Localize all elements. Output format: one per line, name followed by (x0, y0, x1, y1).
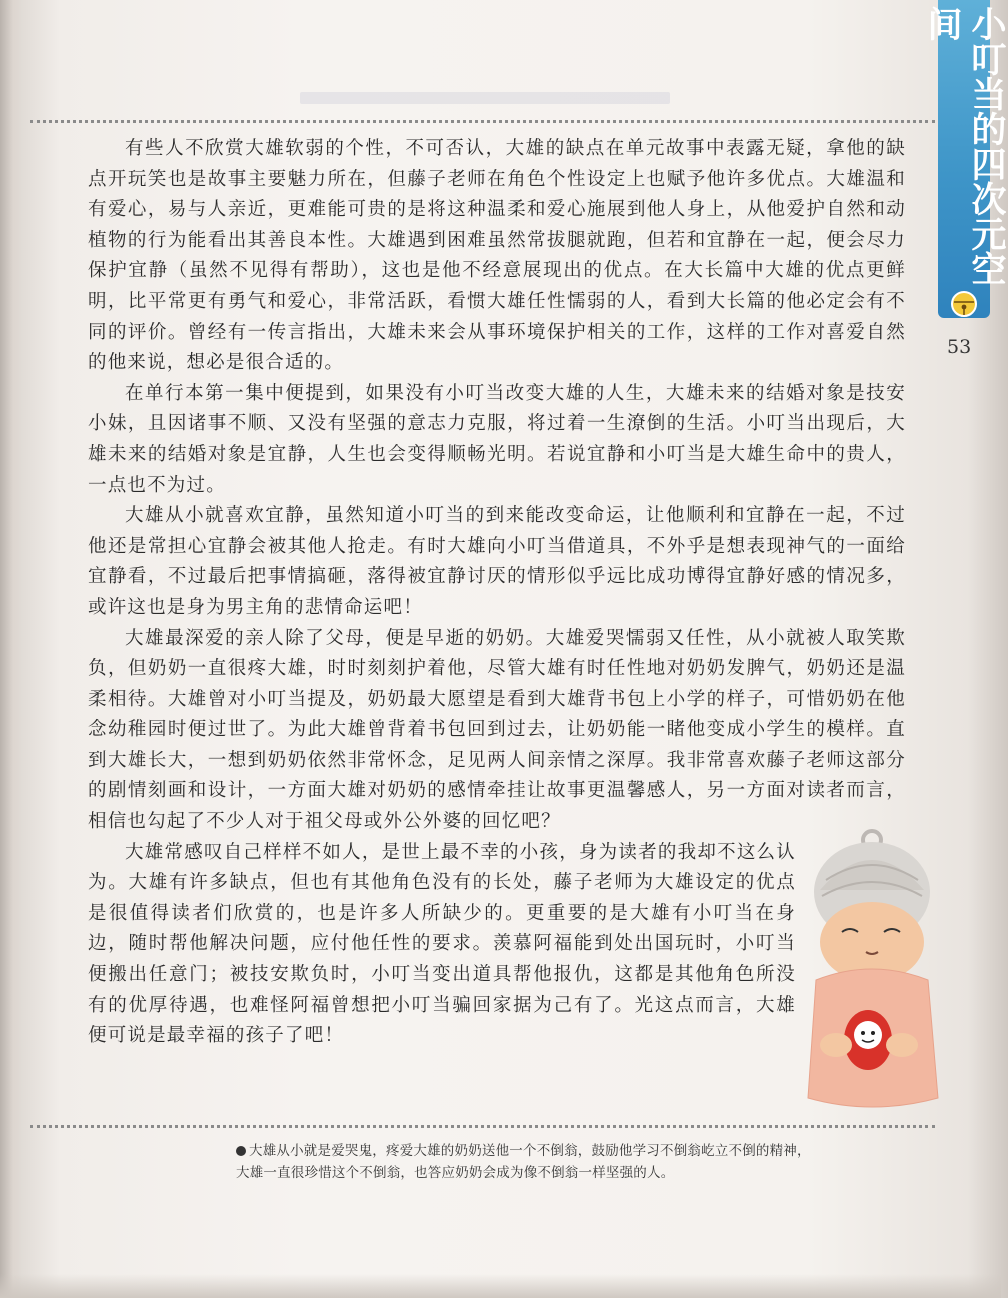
top-dotted-divider (30, 120, 935, 123)
page-number: 53 (947, 336, 972, 358)
bullet-icon (236, 1146, 246, 1156)
side-tab-title: 小叮当的四次元空间 (922, 6, 1006, 286)
faint-header-bar (300, 92, 670, 104)
caption-line-2: 大雄一直很珍惜这个不倒翁，也答应奶奶会成为像不倒翁一样坚强的人。 (236, 1165, 675, 1181)
figure-caption (236, 1140, 948, 1184)
chapter-side-tab (922, 0, 1006, 318)
paragraph-1: 有些人不欣赏大雄软弱的个性，不可否认，大雄的缺点在单元故事中表露无疑，拿他的缺点开玩笑也是故事主要魅力所在，但藤子老师在角色个性设定上也赋予他许多优点。大雄温和有爱心，易与人亲近，更难能可贵的是将这种温柔和爱心施展到他人身上，从他爱护自然和动植物的行为能看出其善良本性。大雄遇到困难虽然常拔腿就跑，但若和宜静在一起，便会尽力保护宜静（虽然不见得有帮助），这也是他不经意展现出的优点。在大长篇中大雄的优点更鲜明，比平常更有勇气和爱心，非常活跃，看惯大雄任性懦弱的人，看到大长篇的他必定会有不同的评价。曾经有一传言指出，大雄未来会从事环境保护相关的工作，这样的工作对喜爱自然的他来说，想必是很合适的。 (88, 138, 906, 374)
page-binding-edge (0, 0, 22, 1298)
bell-icon (950, 290, 978, 318)
article-body (88, 134, 906, 1052)
paragraph-2: 在单行本第一集中便提到，如果没有小叮当改变大雄的人生，大雄未来的结婚对象是技安小妹，且因诸事不顺、又没有坚强的意志力克服，将过着一生潦倒的生活。小叮当出现后，大雄未来的结婚对象是宜静，人生也会变得顺畅光明。若说宜静和小叮当是大雄生命中的贵人，一点也不为过。 (88, 382, 906, 496)
paragraph-4: 大雄最深爱的亲人除了父母，便是早逝的奶奶。大雄爱哭懦弱又任性，从小就被人取笑欺负，但奶奶一直很疼大雄，时时刻刻护着他，尽管大雄有时任性地对奶奶发脾气，奶奶还是温柔相待。大雄曾对小叮当提及，奶奶最大愿望是看到大雄背书包上小学的样子，可惜奶奶在他念幼稚园时便过世了。为此大雄曾背着书包回到过去，让奶奶能一睹他变成小学生的模样。直到大雄长大，一想到奶奶依然非常怀念，足见两人间亲情之深厚。我非常喜欢藤子老师这部分的剧情刻画和设计，一方面大雄对奶奶的感情牵挂让故事更温馨感人，另一方面对读者而言，相信也勾起了不少人对于祖父母或外公外婆的回忆吧？ (88, 627, 906, 833)
paragraph-3: 大雄从小就喜欢宜静，虽然知道小叮当的到来能改变命运，让他顺利和宜静在一起，不过他还是常担心宜静会被其他人抢走。有时大雄向小叮当借道具，不外乎是想表现神气的一面给宜静看，不过最后把事情搞砸，落得被宜静讨厌的情形似乎远比成功博得宜静好感的情况多，或许这也是身为男主角的悲情命运吧！ (88, 505, 906, 618)
grandma-figurine-image (806, 830, 954, 1115)
caption-line-1-text: 大雄从小就是爱哭鬼，疼爱大雄的奶奶送他一个不倒翁，鼓励他学习不倒翁屹立不倒的精神， (249, 1143, 811, 1159)
bottom-dotted-divider (30, 1125, 935, 1128)
paragraph-5: 大雄常感叹自己样样不如人，是世上最不幸的小孩，身为读者的我却不这么认为。大雄有许多缺点，但也有其他角色没有的长处，藤子老师为大雄设定的优点是很值得读者们欣赏的，也是许多人所缺少的。更重要的是大雄有小叮当在身边，随时帮他解决问题，应付他任性的要求。羡慕阿福能到处出国玩时，小叮当便搬出任意门；被技安欺负时，小叮当变出道具帮他报仇，这都是其他角色所没有的优厚待遇，也难怪阿福曾想把小叮当骗回家据为己有了。光这点而言，大雄便可说是最幸福的孩子了吧！ (88, 841, 796, 1047)
page-bottom-edge (0, 1274, 1001, 1298)
caption-line-1 (236, 1140, 948, 1162)
